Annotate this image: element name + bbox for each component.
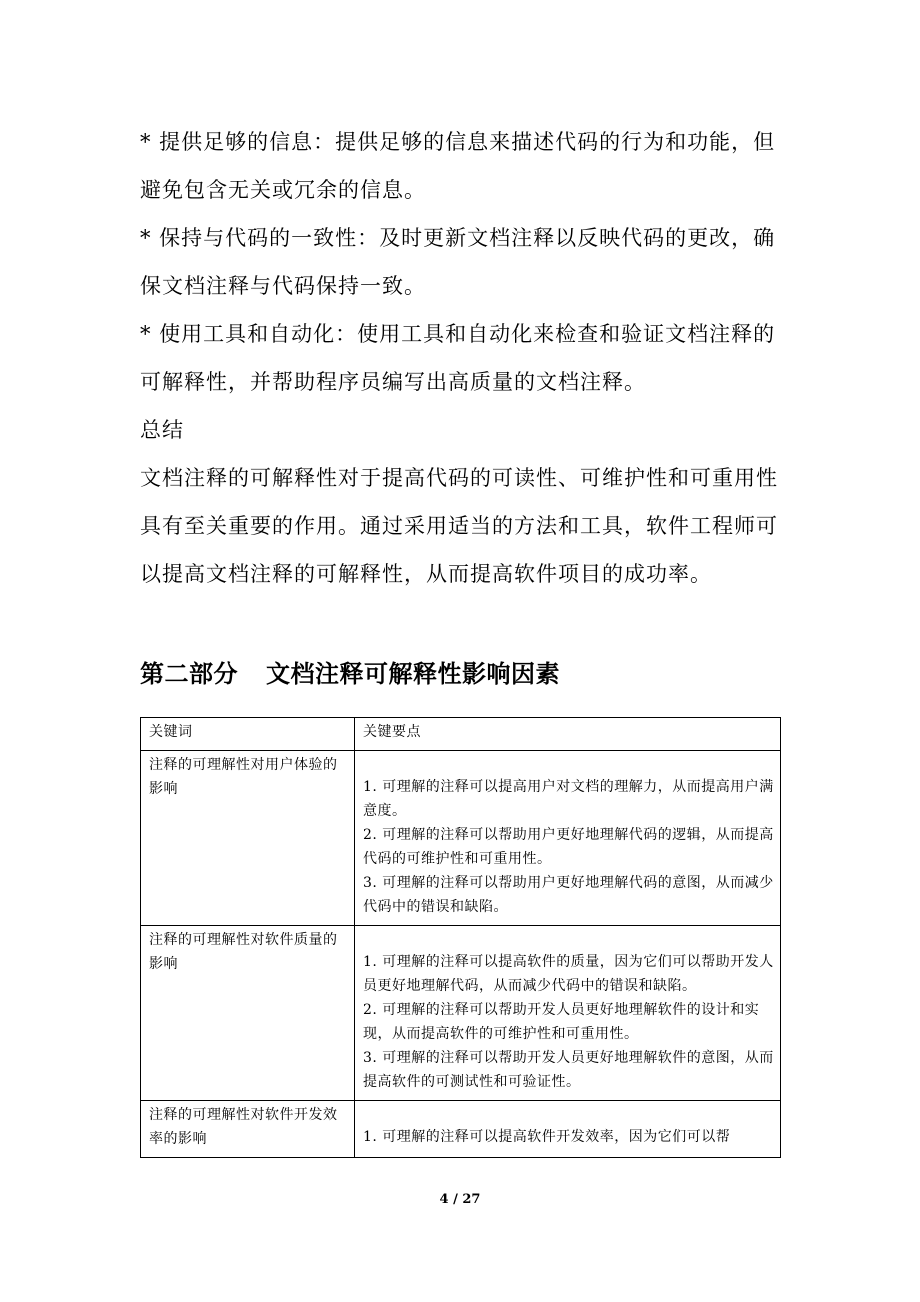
table-row bbox=[141, 926, 781, 1101]
keyword-cell: 注释的可理解性对软件开发效率的影响 bbox=[141, 1101, 355, 1158]
bullet-paragraph: * 提供足够的信息：提供足够的信息来描述代码的行为和功能，但避免包含无关或冗余的信息。 bbox=[140, 130, 776, 202]
key-point: 1. 可理解的注释可以提高软件的质量，因为它们可以帮助开发人员更好地理解代码，从而减少代码中的错误和缺陷。 bbox=[363, 954, 774, 994]
section-part: 第二部分 bbox=[140, 660, 238, 688]
points-cell bbox=[355, 1101, 781, 1158]
document-body bbox=[140, 118, 782, 711]
key-point: 3. 可理解的注释可以帮助用户更好地理解代码的意图，从而减少代码中的错误和缺陷。 bbox=[363, 875, 774, 915]
header-points: 关键要点 bbox=[355, 718, 781, 751]
summary-heading: 总结 bbox=[140, 418, 184, 442]
keyword-cell: 注释的可理解性对用户体验的影响 bbox=[141, 751, 355, 926]
table-header-row bbox=[141, 718, 781, 751]
section-title-text: 文档注释可解释性影响因素 bbox=[266, 660, 560, 688]
key-point: 1. 可理解的注释可以提高软件开发效率，因为它们可以帮 bbox=[363, 1129, 731, 1145]
key-point: 2. 可理解的注释可以帮助用户更好地理解代码的逻辑，从而提高代码的可维护性和可重用性。 bbox=[363, 827, 774, 867]
points-cell bbox=[355, 926, 781, 1101]
table-row bbox=[141, 751, 781, 926]
header-keyword: 关键词 bbox=[141, 718, 355, 751]
key-point: 2. 可理解的注释可以帮助开发人员更好地理解软件的设计和实现，从而提高软件的可维护性和可重用性。 bbox=[363, 1002, 760, 1042]
bullet-paragraph: * 使用工具和自动化：使用工具和自动化来检查和验证文档注释的可解释性，并帮助程序员编写出高质量的文档注释。 bbox=[140, 322, 776, 394]
summary-paragraph: 文档注释的可解释性对于提高代码的可读性、可维护性和可重用性具有至关重要的作用。通过采用适当的方法和工具，软件工程师可以提高文档注释的可解释性，从而提高软件项目的成功率。 bbox=[140, 466, 778, 586]
keyword-table bbox=[140, 717, 781, 1158]
section-title bbox=[140, 654, 782, 689]
bullet-paragraph: * 保持与代码的一致性：及时更新文档注释以反映代码的更改，确保文档注释与代码保持一致。 bbox=[140, 226, 776, 298]
key-point: 3. 可理解的注释可以帮助开发人员更好地理解软件的意图，从而提高软件的可测试性和可验证性。 bbox=[363, 1050, 774, 1090]
keyword-cell: 注释的可理解性对软件质量的影响 bbox=[141, 926, 355, 1101]
points-cell bbox=[355, 751, 781, 926]
page-number: 4 / 27 bbox=[439, 1192, 481, 1207]
table-row bbox=[141, 1101, 781, 1158]
key-point: 1. 可理解的注释可以提高用户对文档的理解力，从而提高用户满意度。 bbox=[363, 779, 774, 819]
